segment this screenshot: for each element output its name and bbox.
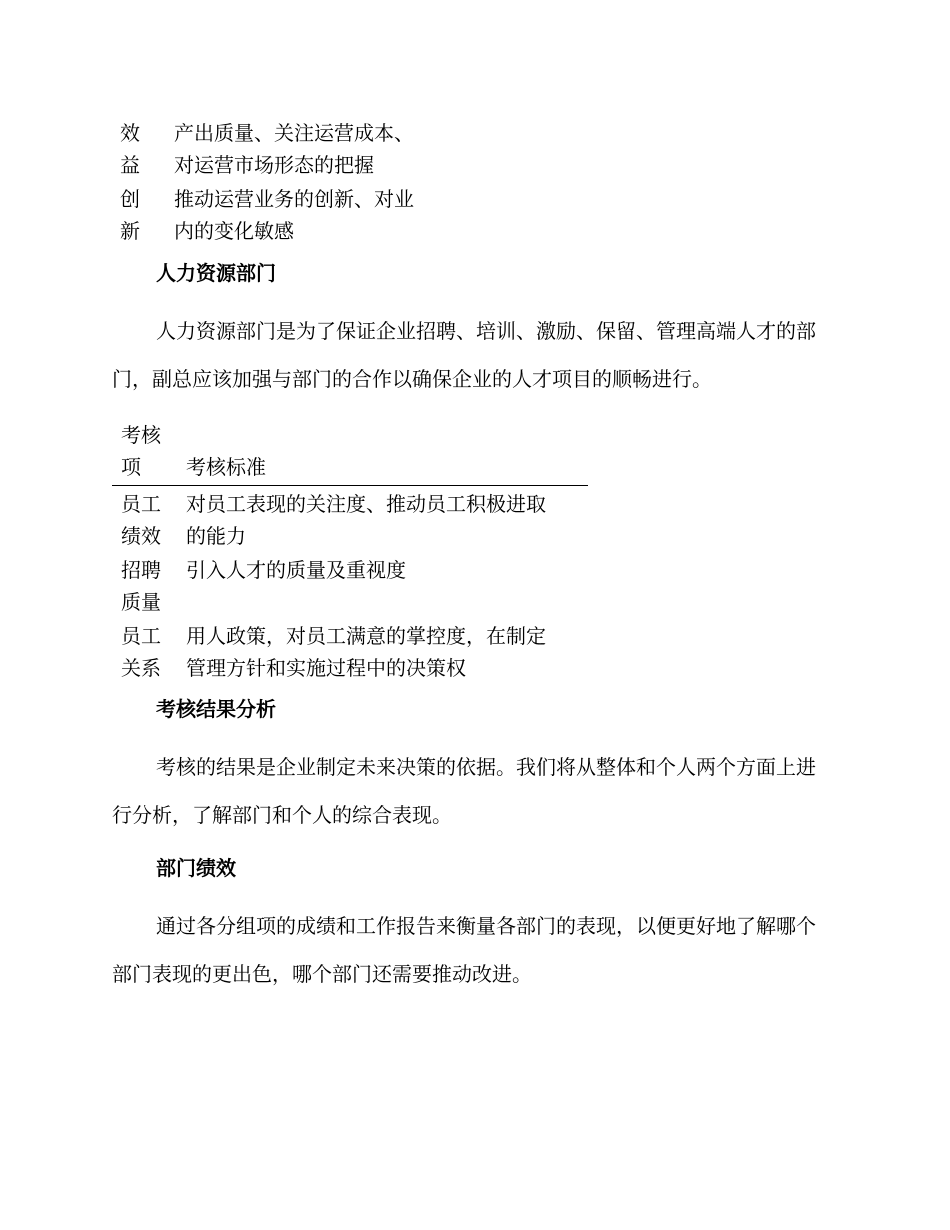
dept-performance-paragraph: 通过各分组项的成绩和工作报告来衡量各部门的表现，以便更好地了解哪个部门表现的更出色，哪个部门还需要推动改进。 [112,914,816,986]
assessment-criteria: 引入人才的质量及重视度 [186,558,406,582]
assessment-criteria: 用人政策，对员工满意的掌控度，在制定 管理方针和实施过程中的决策权 [186,624,546,680]
table-row [112,554,588,618]
table-row [120,183,474,247]
section-heading-hr: 人力资源部门 [156,261,276,285]
table-row [112,488,588,552]
hr-assessment-table [112,419,588,684]
assessment-criteria: 推动运营业务的创新、对业 内的变化敏感 [174,187,414,243]
assessment-item: 招聘 质量 [121,558,161,614]
assessment-table-continued [120,117,474,249]
table-header-row [112,419,588,486]
table-row [112,620,588,684]
assessment-criteria: 产出质量、关注运营成本、 对运营市场形态的把握 [174,121,414,177]
column-header-criteria: 考核标准 [186,455,266,479]
table-row [120,117,474,181]
section-heading-dept-performance: 部门绩效 [156,856,236,880]
assessment-item: 效 益 [120,121,140,177]
analysis-paragraph: 考核的结果是企业制定未来决策的依据。我们将从整体和个人两个方面上进行分析，了解部门和个人的综合表现。 [112,755,816,827]
assessment-item: 创 新 [120,187,140,243]
assessment-criteria: 对员工表现的关注度、推动员工积极进取 的能力 [186,492,546,548]
assessment-item: 员工 绩效 [121,492,161,548]
column-header-item: 考核 项 [121,423,161,479]
assessment-item: 员工 关系 [121,624,161,680]
section-heading-analysis: 考核结果分析 [156,697,276,721]
hr-paragraph: 人力资源部门是为了保证企业招聘、培训、激励、保留、管理高端人才的部门，副总应该加强与部门的合作以确保企业的人才项目的顺畅进行。 [112,319,816,391]
